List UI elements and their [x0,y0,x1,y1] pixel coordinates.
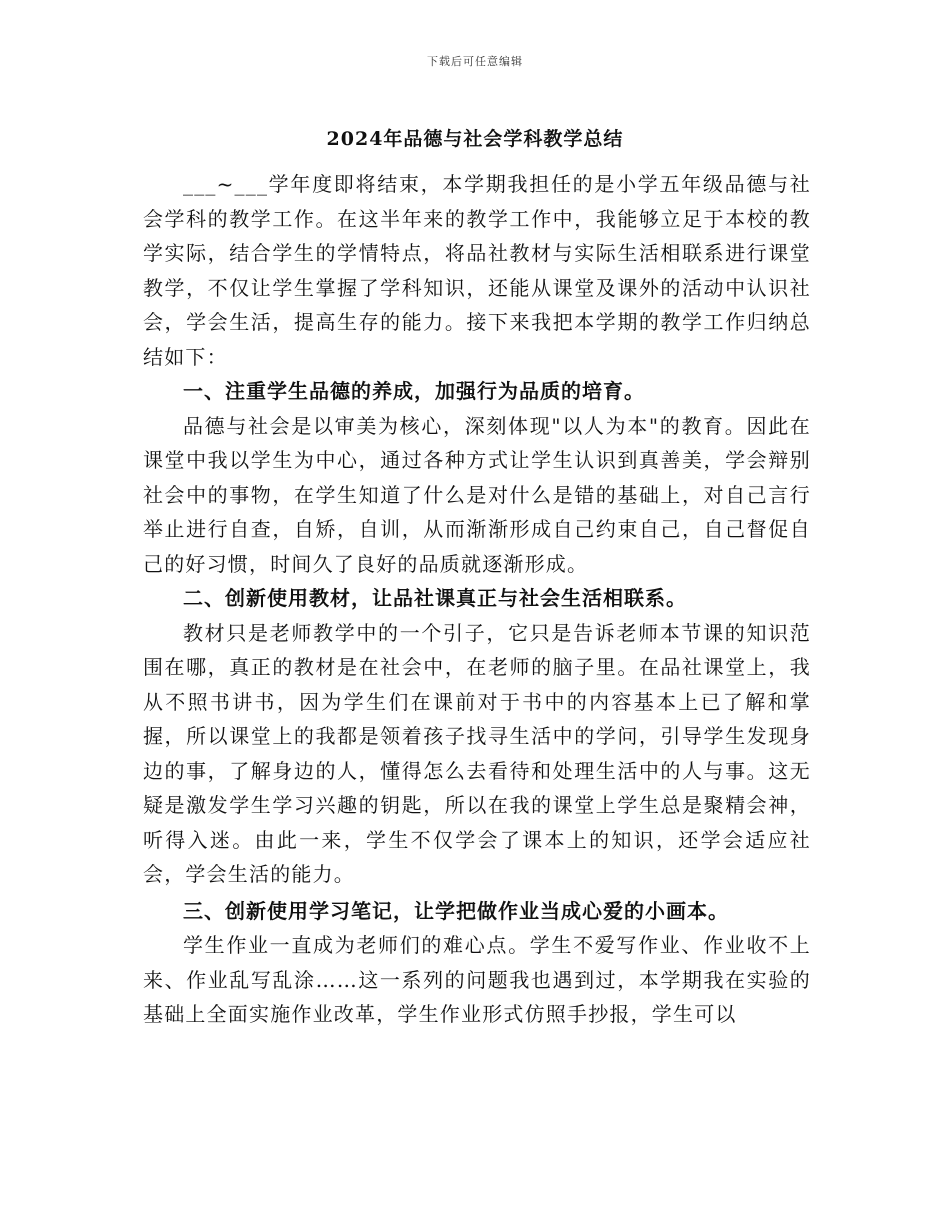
section-3-heading: 三、创新使用学习笔记，让学把做作业当成心爱的小画本。 [183,898,729,923]
document-body [143,167,811,1032]
page-header-note: 下载后可任意编辑 [427,55,523,68]
section-1-heading: 一、注重学生品德的养成，加强行为品质的培育。 [183,379,645,403]
section-2-paragraph: 教材只是老师教学中的一个引子，它只是告诉老师本节课的知识范围在哪，真正的教材是在社会中，在老师的脑子里。在品社课堂上，我从不照书讲书，因为学生们在课前对于书中的内容基本上已了解和掌握，所以课堂上的我都是领着孩子找寻生活中的学问，引导学生发现身边的事，了解身边的人，懂得怎么去看待和处理生活中的人与事。这无疑是激发学生学习兴趣的钥匙，所以在我的课堂上学生总是聚精会神，听得入迷。由此一来，学生不仅学会了课本上的知识，还学会适应社会，学会生活的能力。 [143,620,811,886]
section-1-paragraph: 品德与社会是以审美为核心，深刻体现"以人为本"的教育。因此在课堂中我以学生为中心，通过各种方式让学生认识到真善美，学会辩别社会中的事物，在学生知道了什么是对什么是错的基础上，对自己言行举止进行自查，自矫，自训，从而渐渐形成自己约束自己，自己督促自己的好习惯，时间久了良好的品质就逐渐形成。 [143,413,811,576]
document-title: 2024年品德与社会学科教学总结 [326,128,624,150]
section-3-paragraph: 学生作业一直成为老师们的难心点。学生不爱写作业、作业收不上来、作业乱写乱涂……这一系列的问题我也遇到过，本学期我在实验的基础上全面实施作业改革，学生作业形式仿照手抄报，学生可以 [143,933,811,1026]
section-2-heading: 二、创新使用教材，让品社课真正与社会生活相联系。 [183,586,687,610]
intro-paragraph: ___~___学年度即将结束，本学期我担任的是小学五年级品德与社会学科的教学工作。在这半年来的教学工作中，我能够立足于本校的教学实际，结合学生的学情特点，将品社教材与实际生活相联系进行课堂教学，不仅让学生掌握了学科知识，还能从课堂及课外的活动中认识社会，学会生活，提高生存的能力。接下来我把本学期的教学工作归纳总结如下： [143,172,811,369]
